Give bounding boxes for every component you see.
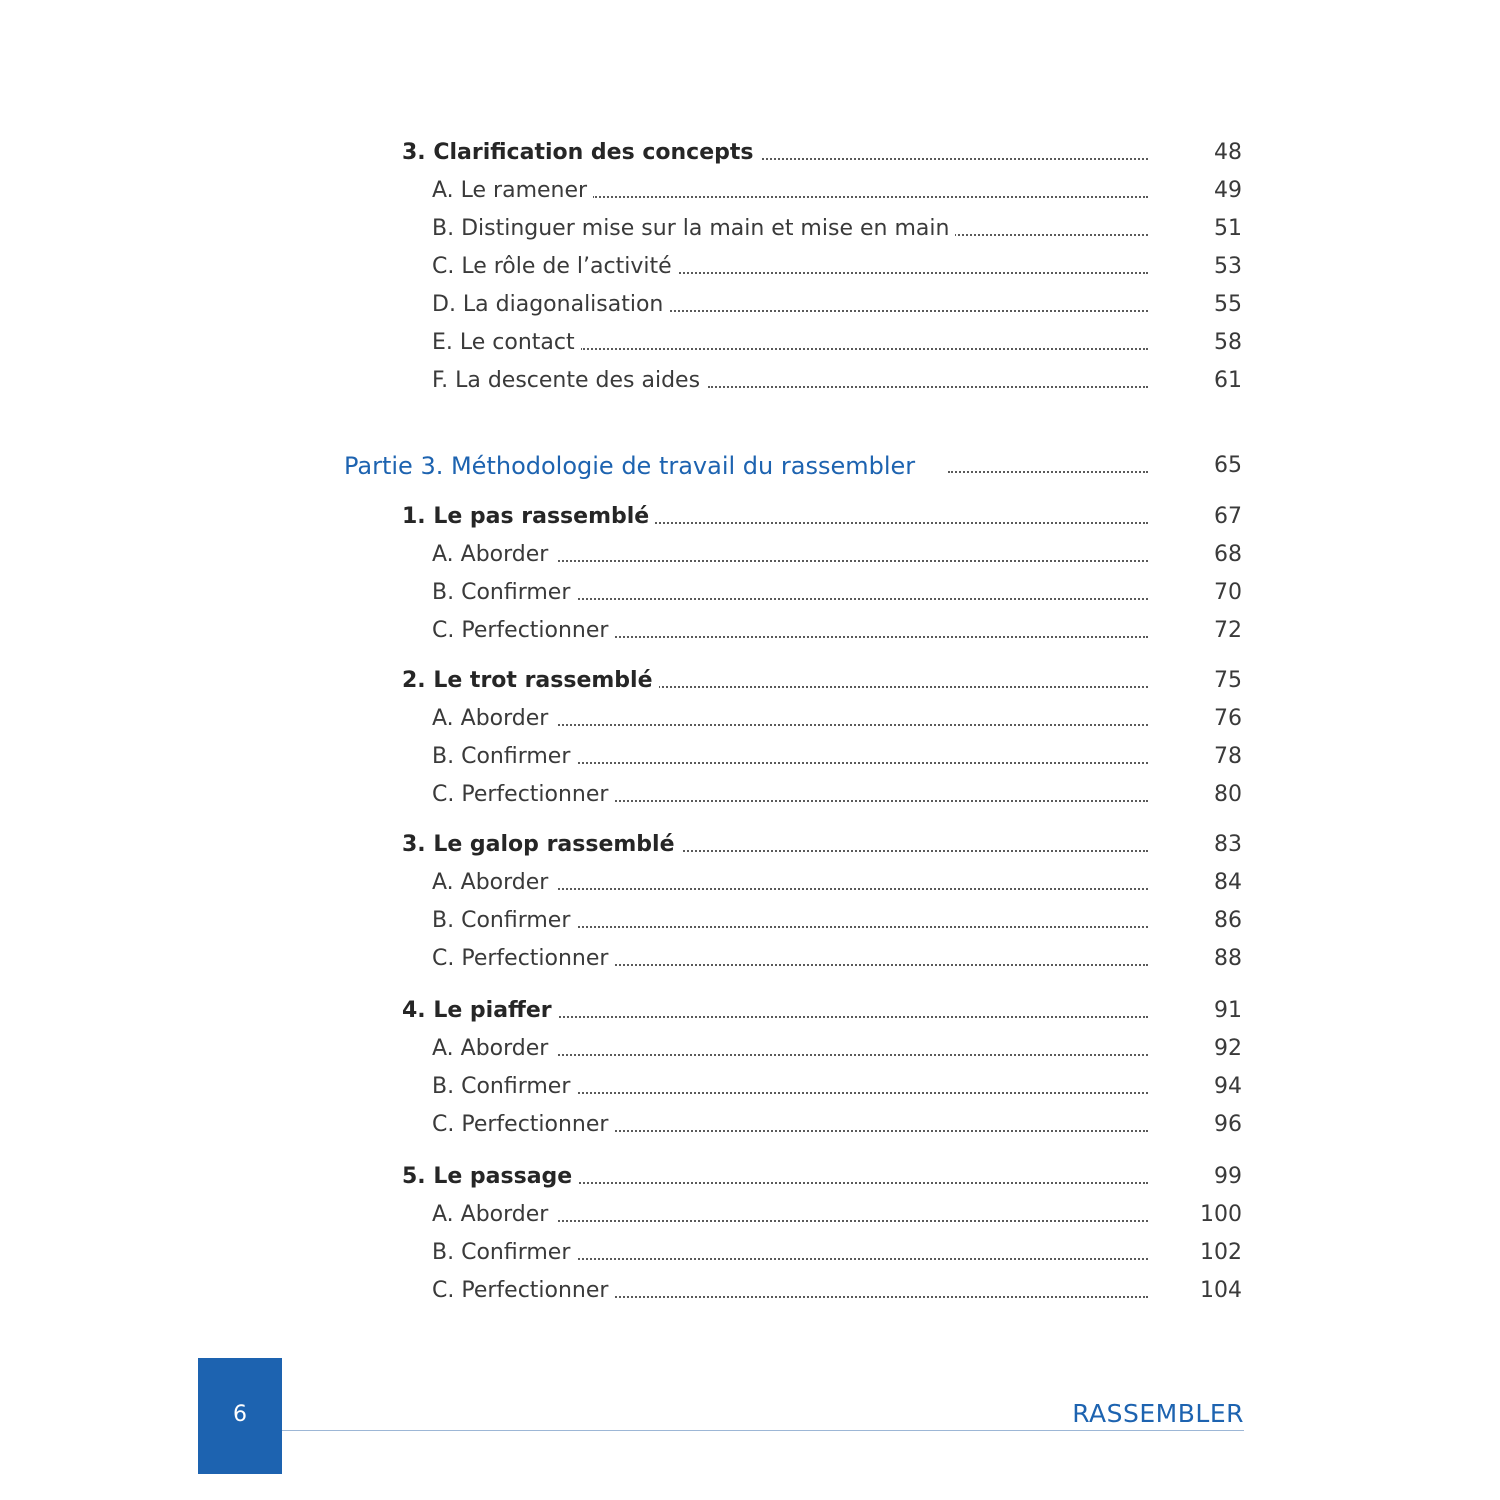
toc-entry-label: Partie 3. Méthodologie de travail du rassembler <box>344 451 921 481</box>
toc-section-entry <box>0 996 1500 1034</box>
toc-entry-label: 2. Le trot rassemblé <box>402 666 659 696</box>
toc-entry-label: A. Aborder <box>432 704 554 734</box>
toc-page-number: 86 <box>1214 908 1242 933</box>
toc-page-number: 96 <box>1214 1112 1242 1137</box>
dot-leader <box>612 636 1148 638</box>
toc-page-number: 75 <box>1214 668 1242 693</box>
dot-leader <box>578 598 1148 600</box>
footer-divider <box>282 1430 1244 1431</box>
dot-leader <box>592 196 1148 198</box>
dot-leader <box>580 348 1148 350</box>
toc-page-number: 53 <box>1214 254 1242 279</box>
toc-entry-label: C. Perfectionner <box>432 616 614 646</box>
running-footer-title: RASSEMBLER <box>1072 1399 1244 1428</box>
dot-leader <box>632 522 1148 524</box>
toc-page-number: 48 <box>1214 140 1242 165</box>
toc-page-number: 76 <box>1214 706 1242 731</box>
toc-section-entry <box>0 502 1500 540</box>
toc-page-number: 84 <box>1214 870 1242 895</box>
toc-section-entry <box>0 1162 1500 1200</box>
dot-leader <box>730 158 1148 160</box>
toc-subsection-entry <box>0 252 1500 290</box>
toc-entry-label: B. Confirmer <box>432 742 576 772</box>
toc-subsection-entry <box>0 616 1500 654</box>
toc-subsection-entry <box>0 214 1500 252</box>
toc-entry-label: 5. Le passage <box>402 1162 578 1192</box>
dot-leader <box>942 234 1148 236</box>
toc-subsection-entry <box>0 1072 1500 1110</box>
toc-entry-label: B. Confirmer <box>432 1238 576 1268</box>
toc-subsection-entry <box>0 578 1500 616</box>
toc-subsection-entry <box>0 704 1500 742</box>
toc-page-number: 72 <box>1214 618 1242 643</box>
dot-leader <box>948 471 1148 473</box>
toc-page-number: 55 <box>1214 292 1242 317</box>
toc-entry-label: A. Aborder <box>432 1200 554 1230</box>
toc-subsection-entry <box>0 780 1500 818</box>
toc-subsection-entry <box>0 290 1500 328</box>
toc-page-number: 91 <box>1214 998 1242 1023</box>
toc-page-number: 99 <box>1214 1164 1242 1189</box>
toc-subsection-entry <box>0 540 1500 578</box>
toc-page-number: 70 <box>1214 580 1242 605</box>
toc-entry-label: C. Perfectionner <box>432 1110 614 1140</box>
dot-leader <box>612 1130 1148 1132</box>
toc-entry-label: 4. Le piaffer <box>402 996 558 1026</box>
toc-section-entry <box>0 138 1500 176</box>
dot-leader <box>660 850 1148 852</box>
dot-leader <box>578 1258 1148 1260</box>
toc-part-heading <box>0 451 1500 489</box>
dot-leader <box>578 762 1148 764</box>
toc-entry-label: A. Le ramener <box>432 176 593 206</box>
dot-leader <box>612 964 1148 966</box>
dot-leader <box>558 888 1148 890</box>
toc-subsection-entry <box>0 366 1500 404</box>
dot-leader <box>646 686 1148 688</box>
toc-page-number: 65 <box>1214 453 1242 478</box>
toc-page-number: 100 <box>1200 1202 1242 1227</box>
toc-page-number: 83 <box>1214 832 1242 857</box>
dot-leader <box>558 560 1148 562</box>
toc-page-number: 78 <box>1214 744 1242 769</box>
dot-leader <box>564 1182 1148 1184</box>
toc-page-number: 67 <box>1214 504 1242 529</box>
dot-leader <box>612 800 1148 802</box>
toc-entry-label: 1. Le pas rassemblé <box>402 502 655 532</box>
toc-subsection-entry <box>0 1238 1500 1276</box>
toc-entry-label: C. Perfectionner <box>432 944 614 974</box>
toc-page-number: 88 <box>1214 946 1242 971</box>
toc-page-number: 51 <box>1214 216 1242 241</box>
toc-entry-label: A. Aborder <box>432 540 554 570</box>
dot-leader <box>666 310 1148 312</box>
toc-entry-label: 3. Le galop rassemblé <box>402 830 681 860</box>
toc-page-number: 92 <box>1214 1036 1242 1061</box>
toc-page-number: 104 <box>1200 1278 1242 1303</box>
toc-subsection-entry <box>0 906 1500 944</box>
toc-entry-label: B. Distinguer mise sur la main et mise en main <box>432 214 955 244</box>
dot-leader <box>612 1296 1148 1298</box>
toc-page-number: 68 <box>1214 542 1242 567</box>
dot-leader <box>578 926 1148 928</box>
toc-section-entry <box>0 830 1500 868</box>
toc-subsection-entry <box>0 868 1500 906</box>
toc-subsection-entry <box>0 1276 1500 1314</box>
toc-entry-label: A. Aborder <box>432 1034 554 1064</box>
toc-entry-label: 3. Clarification des concepts <box>402 138 760 168</box>
toc-entry-label: C. Perfectionner <box>432 780 614 810</box>
toc-entry-label: C. Perfectionner <box>432 1276 614 1306</box>
dot-leader <box>544 1016 1148 1018</box>
toc-page-number: 102 <box>1200 1240 1242 1265</box>
toc-entry-label: F. La descente des aides <box>432 366 706 396</box>
toc-entry-label: B. Confirmer <box>432 578 576 608</box>
page-number-box <box>198 1358 282 1474</box>
toc-page-number: 49 <box>1214 178 1242 203</box>
toc-page-number: 94 <box>1214 1074 1242 1099</box>
toc-entry-label: A. Aborder <box>432 868 554 898</box>
toc-subsection-entry <box>0 1034 1500 1072</box>
page-number: 6 <box>233 1402 247 1427</box>
toc-subsection-entry <box>0 742 1500 780</box>
toc-page-number: 58 <box>1214 330 1242 355</box>
toc-entry-label: B. Confirmer <box>432 906 576 936</box>
dot-leader <box>672 272 1148 274</box>
dot-leader <box>558 1220 1148 1222</box>
toc-subsection-entry <box>0 944 1500 982</box>
toc-subsection-entry <box>0 1200 1500 1238</box>
toc-section-entry <box>0 666 1500 704</box>
toc-entry-label: E. Le contact <box>432 328 581 358</box>
toc-entry-label: B. Confirmer <box>432 1072 576 1102</box>
toc-subsection-entry <box>0 176 1500 214</box>
dot-leader <box>708 386 1148 388</box>
toc-page-number: 80 <box>1214 782 1242 807</box>
dot-leader <box>578 1092 1148 1094</box>
dot-leader <box>558 1054 1148 1056</box>
toc-entry-label: C. Le rôle de l’activité <box>432 252 678 282</box>
dot-leader <box>558 724 1148 726</box>
toc-subsection-entry <box>0 328 1500 366</box>
toc-page-number: 61 <box>1214 368 1242 393</box>
toc-subsection-entry <box>0 1110 1500 1148</box>
toc-entry-label: D. La diagonalisation <box>432 290 669 320</box>
